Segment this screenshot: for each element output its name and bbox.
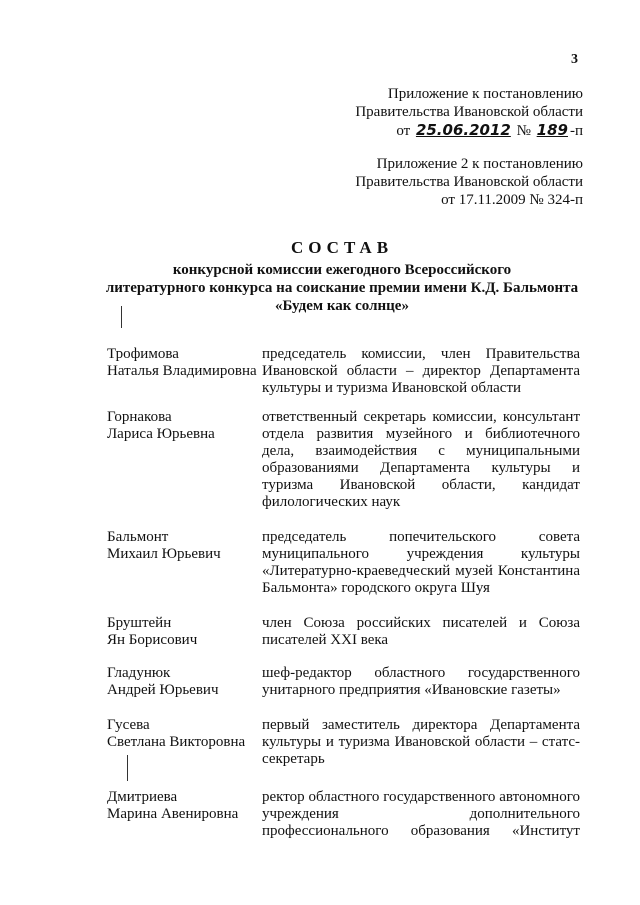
- member-surname: Гладунюк: [107, 665, 171, 681]
- member-description: ректор областного государственного автономного учреждения дополнительного профессионального образования «Институт: [262, 789, 580, 839]
- member-given-names: Андрей Юрьевич: [107, 682, 219, 698]
- appendix-line: Приложение 2 к постановлению: [376, 156, 583, 172]
- appendix-line: Приложение к постановлению: [387, 86, 583, 102]
- appendix-line: Правительства Ивановской области: [355, 104, 583, 120]
- member-description: ответственный секретарь комиссии, консультант отдела развития музейного и библиотечного дела, взаимодействия с муниципальными образованиями Департамента культуры и туризма Ивановской области, кандидат филологических наук: [262, 409, 580, 510]
- number-suffix: -п: [569, 123, 583, 139]
- document-title: СОСТАВ: [290, 238, 394, 257]
- member-name: [107, 789, 257, 823]
- member-surname: Бальмонт: [107, 529, 169, 545]
- member-description: председатель попечительского совета муниципального учреждения культуры «Литературно-краеведческий музей Константина Бальмонта» городского округа Шуя: [262, 529, 580, 596]
- member-given-names: Марина Авенировна: [107, 806, 239, 822]
- member-name: [107, 346, 257, 380]
- appendix-line: от 17.11.2009 № 324-п: [441, 192, 583, 208]
- appendix-date-line: [355, 121, 583, 140]
- member-name: [107, 409, 257, 443]
- margin-mark: [127, 755, 128, 781]
- appendix-line: Правительства Ивановской области: [355, 174, 583, 190]
- handwritten-number: 189: [536, 121, 568, 139]
- member-surname: Горнакова: [107, 409, 172, 425]
- member-name: [107, 529, 257, 563]
- member-name: [107, 615, 257, 649]
- member-description: председатель комиссии, член Правительства Ивановской области – директор Департамента культуры и туризма Ивановской области: [262, 346, 580, 396]
- number-prefix: №: [516, 123, 531, 139]
- subtitle-line: «Будем как солнце»: [275, 298, 409, 314]
- member-description: первый заместитель директора Департамента культуры и туризма Ивановской области – статс-секретарь: [262, 717, 580, 767]
- member-given-names: Наталья Владимировна: [107, 363, 257, 379]
- subtitle-line: конкурсной комиссии ежегодного Всероссийского: [172, 262, 512, 278]
- margin-mark: [121, 306, 122, 328]
- member-given-names: Ян Борисович: [107, 632, 198, 648]
- date-prefix: от: [396, 123, 411, 139]
- member-given-names: Лариса Юрьевна: [107, 426, 215, 442]
- member-surname: Гусева: [107, 717, 150, 733]
- member-given-names: Светлана Викторовна: [107, 734, 246, 750]
- member-surname: Трофимова: [107, 346, 179, 362]
- member-surname: Дмитриева: [107, 789, 178, 805]
- handwritten-date: 25.06.2012: [415, 121, 511, 139]
- appendix-block-original: [355, 155, 583, 209]
- page-number: 3: [571, 52, 578, 67]
- appendix-block-current: [355, 85, 583, 140]
- member-surname: Бруштейн: [107, 615, 172, 631]
- member-name: [107, 665, 257, 699]
- member-description: шеф-редактор областного государственного унитарного предприятия «Ивановские газеты»: [262, 665, 580, 698]
- member-description: член Союза российских писателей и Союза писателей XXI века: [262, 615, 580, 648]
- document-heading: [72, 238, 612, 315]
- member-name: [107, 717, 257, 751]
- member-given-names: Михаил Юрьевич: [107, 546, 221, 562]
- subtitle-line: литературного конкурса на соискание премии имени К.Д. Бальмонта: [105, 280, 579, 296]
